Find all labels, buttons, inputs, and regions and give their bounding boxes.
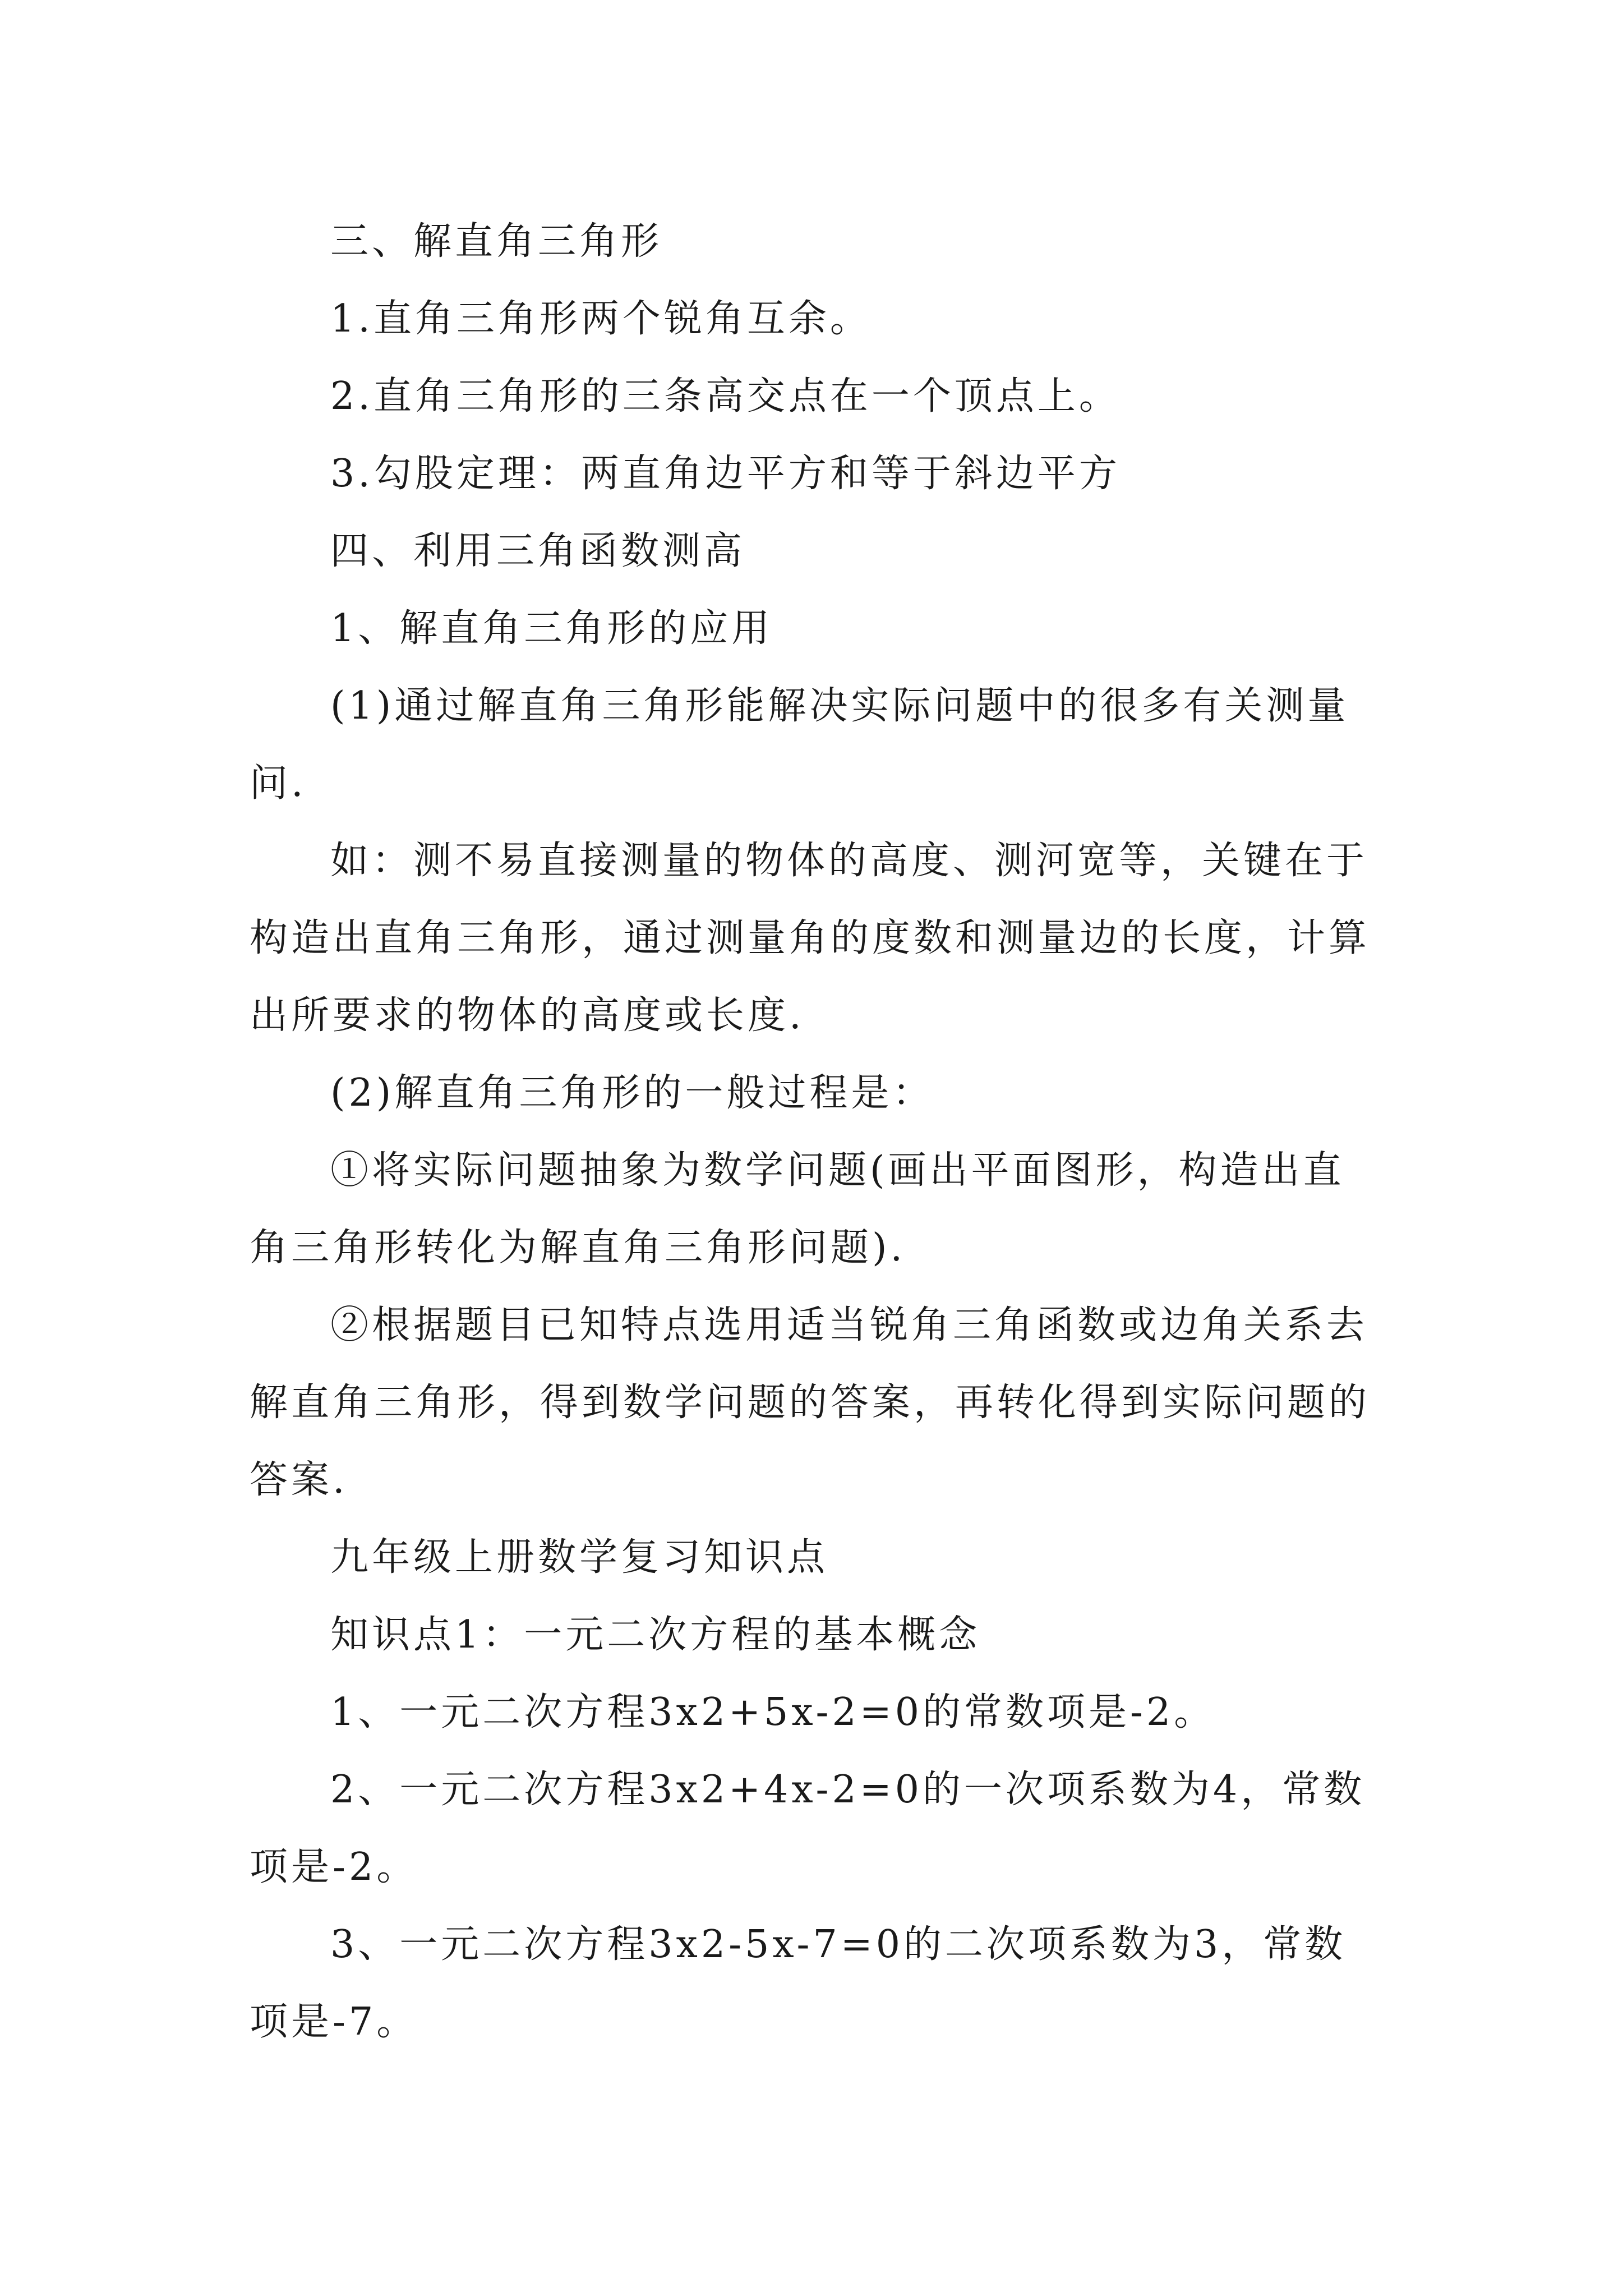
list-item: 1.直角三角形两个锐角互余。	[330, 297, 872, 341]
section-heading-measure-height: 四、利用三角函数测高	[330, 529, 746, 573]
subheading: 知识点1：一元二次方程的基本概念	[330, 1613, 981, 1657]
paragraph: (1)通过解直角三角形能解决实际问题中的很多有关测量问.	[250, 684, 1349, 806]
paragraph: ②根据题目已知特点选用适当锐角三角函数或边角关系去解直角三角形，得到数学问题的答案，再转化得到实际问题的答案.	[250, 1303, 1371, 1502]
list-item: 3.勾股定理：两直角边平方和等于斜边平方	[330, 452, 1121, 496]
list-item: 1、一元二次方程3x2+5x-2=0的常数项是-2。	[330, 1690, 1216, 1734]
list-item: 2.直角三角形的三条高交点在一个顶点上。	[330, 374, 1121, 418]
section-heading-right-triangle: 三、解直角三角形	[330, 219, 663, 264]
list-item: 3、一元二次方程3x2-5x-7=0的二次项系数为3，常数项是-7。	[250, 1922, 1347, 2044]
paragraph: 如：测不易直接测量的物体的高度、测河宽等，关键在于构造出直角三角形，通过测量角的度数和测量边的长度，计算出所要求的物体的高度或长度.	[250, 839, 1371, 1038]
section-heading-grade9: 九年级上册数学复习知识点	[330, 1535, 829, 1580]
document-body	[250, 203, 1382, 2061]
list-item: 2、一元二次方程3x2+4x-2=0的一次项系数为4，常数项是-2。	[250, 1768, 1366, 1889]
paragraph: (2)解直角三角形的一般过程是：	[330, 1071, 934, 1115]
subheading: 1、解直角三角形的应用	[330, 606, 773, 651]
paragraph: ①将实际问题抽象为数学问题(画出平面图形，构造出直角三角形转化为解直角三角形问题).	[250, 1148, 1345, 1270]
